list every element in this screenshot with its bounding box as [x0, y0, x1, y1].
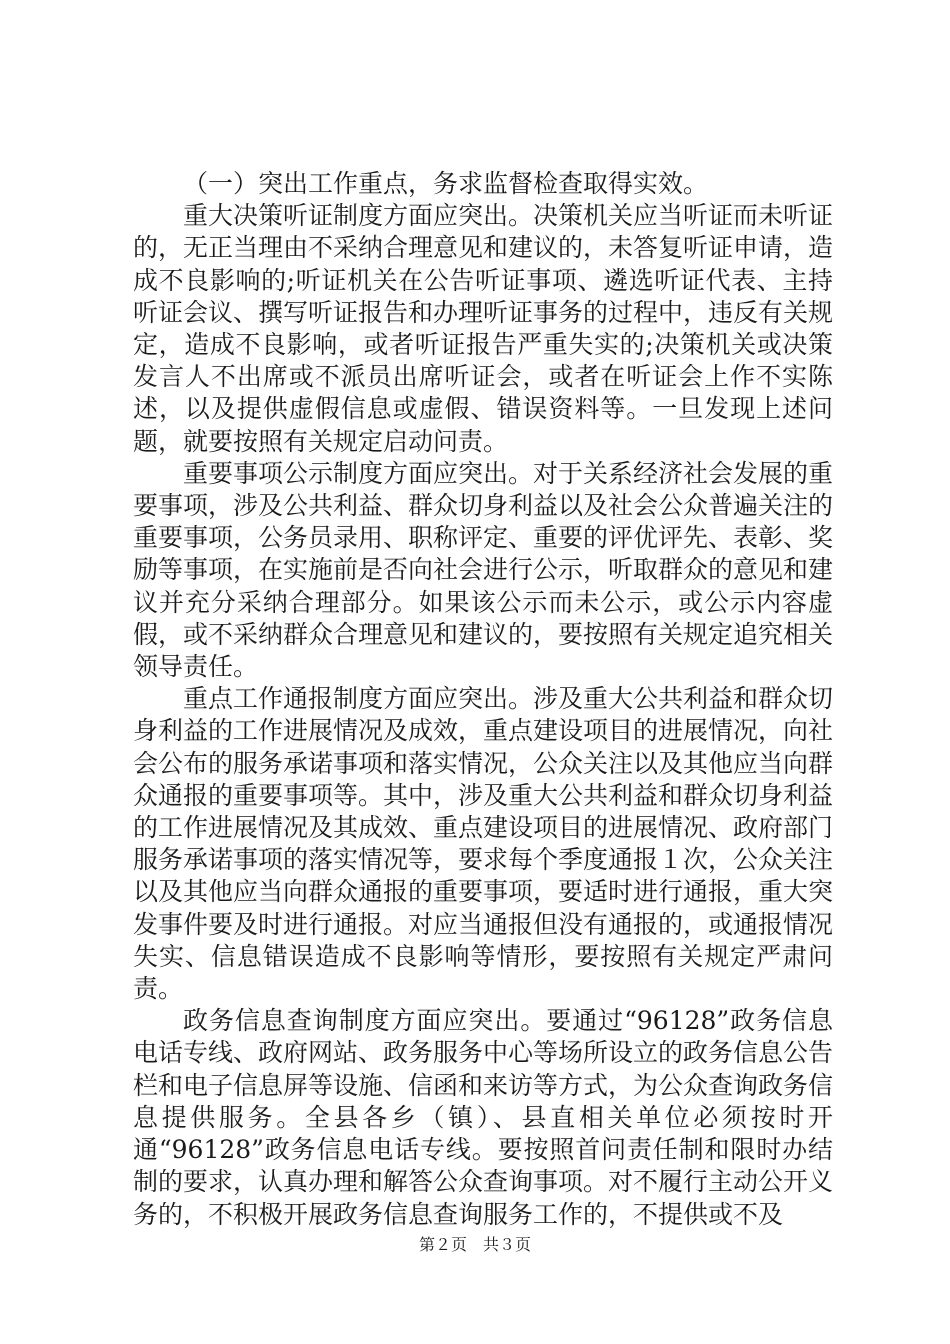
- paragraph-info-query: 政务信息查询制度方面应突出。要通过“96128”政务信息电话专线、政府网站、政务服务中心等场所设立的政务信息公告栏和电子信息屏等设施、信函和来访等方式，为公众查询政务信息提供服务。全县各乡（镇）、县直相关单位必须按时开通“96128”政务信息电话专线。要按照首问责任制和限时办结制的要求，认真办理和解答公众查询事项。对不履行主动公开义务的，不积极开展政务信息查询服务工作的，不提供或不及: [133, 1006, 834, 1229]
- document-body: [133, 168, 833, 1231]
- page-footer: [0, 1232, 950, 1255]
- paragraph-public-notice: 重要事项公示制度方面应突出。对于关系经济社会发展的重要事项，涉及公共利益、群众切身利益以及社会公众普遍关注的重要事项，公务员录用、职称评定、重要的评优评先、表彰、奖励等事项，在实施前是否向社会进行公示，听取群众的意见和建议并充分采纳合理部分。如果该公示而未公示，或公示内容虚假，或不采纳群众合理意见和建议的，要按照有关规定追究相关领导责任。: [133, 458, 834, 682]
- paragraph-decision-hearing: 重大决策听证制度方面应突出。决策机关应当听证而未听证的，无正当理由不采纳合理意见和建议的，未答复听证申请，造成不良影响的;听证机关在公告听证事项、遴选听证代表、主持听证会议、撰写听证报告和办理听证事务的过程中，违反有关规定，造成不良影响，或者听证报告严重失实的;决策机关或决策发言人不出席或不派员出席听证会，或者在听证会上作不实陈述，以及提供虚假信息或虚假、错误资料等。一旦发现上述问题，就要按照有关规定启动问责。: [133, 201, 834, 456]
- paragraph-work-report: 重点工作通报制度方面应突出。涉及重大公共利益和群众切身利益的工作进展情况及成效，重点建设项目的进展情况，向社会公布的服务承诺事项和落实情况，公众关注以及其他应当向群众通报的重要事项等。其中，涉及重大公共利益和群众切身利益的工作进展情况及其成效、重点建设项目的进展情况、政府部门服务承诺事项的落实情况等，要求每个季度通报１次，公众关注以及其他应当向群众通报的重要事项，要适时进行通报，重大突发事件要及时进行通报。对应当通报但没有通报的，或通报情况失实、信息错误造成不良影响等情形，要按照有关规定严肃问责。: [133, 684, 834, 1004]
- page-number: 第２页 共３页: [418, 1235, 531, 1254]
- section-heading: （一）突出工作重点，务求监督检查取得实效。: [183, 169, 709, 198]
